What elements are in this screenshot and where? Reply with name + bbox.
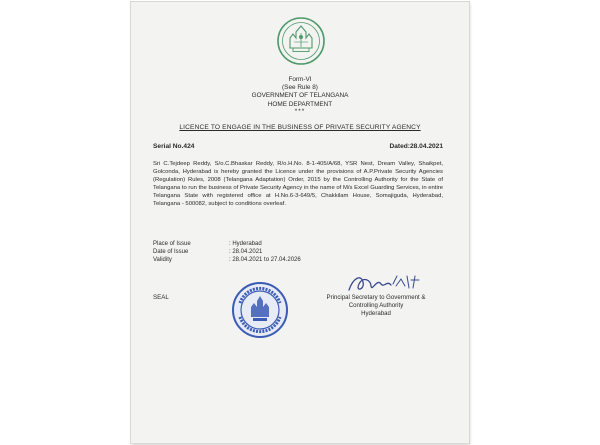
detail-row bbox=[153, 256, 301, 264]
issue-date: Dated:28.04.2021 bbox=[389, 143, 443, 150]
signatory-line: Controlling Authority bbox=[348, 302, 404, 310]
rule-reference: (See Rule 8) bbox=[282, 84, 318, 92]
department-name: HOME DEPARTMENT bbox=[267, 100, 333, 108]
detail-value: : 28.04.2021 bbox=[229, 249, 263, 256]
document-header bbox=[131, 76, 469, 115]
government-name: GOVERNMENT OF TELANGANA bbox=[251, 92, 349, 100]
signatory-block bbox=[291, 294, 461, 319]
header-stars: *** bbox=[294, 107, 306, 115]
issue-details bbox=[153, 240, 301, 265]
detail-row bbox=[153, 248, 301, 256]
form-number: Form-VI bbox=[288, 76, 312, 83]
detail-row bbox=[153, 240, 301, 248]
licence-body: Sri C.Tejdeep Reddy, S/o.C.Bhaskar Reddy, R/o.H.No. 8-1-405/A/68, YSR Nest, Dream Valley, Shaikpet, Golconda, Hyderabad is hereby granted the Licence under the provisions of A.P.Private Security Agencies (Regulation) Rules, 2008 (Telangana Adaptation) Order, 2015 by the Controlling Authority for the State of Telangana to run the business of Private Security Agency in the name of M/s Excel Guarding Services, in entire Telangana State with registered office at H.No.6-3-649/5, Chakkilam House, Somajiguda, Hyderabad, Telangana - 500082, subject to conditions overleaf. bbox=[153, 161, 443, 208]
telangana-emblem-icon bbox=[276, 16, 326, 66]
detail-value: : Hyderabad bbox=[229, 241, 262, 247]
licence-heading: LICENCE TO ENGAGE IN THE BUSINESS OF PRIVATE SECURITY AGENCY bbox=[179, 124, 421, 131]
seal-label: SEAL bbox=[153, 294, 169, 301]
signatory-line: Hyderabad bbox=[361, 310, 391, 318]
detail-value: : 28.04.2021 to 27.04.2026 bbox=[229, 257, 301, 264]
serial-number: Serial No.424 bbox=[153, 143, 195, 150]
detail-label: Place of Issue bbox=[153, 241, 191, 247]
detail-label: Validity bbox=[153, 257, 172, 264]
licence-document bbox=[131, 2, 469, 443]
signatory-line: Principal Secretary to Government & bbox=[326, 294, 426, 301]
official-seal-stamp-icon bbox=[231, 281, 289, 339]
detail-label: Date of Issue bbox=[153, 249, 189, 256]
